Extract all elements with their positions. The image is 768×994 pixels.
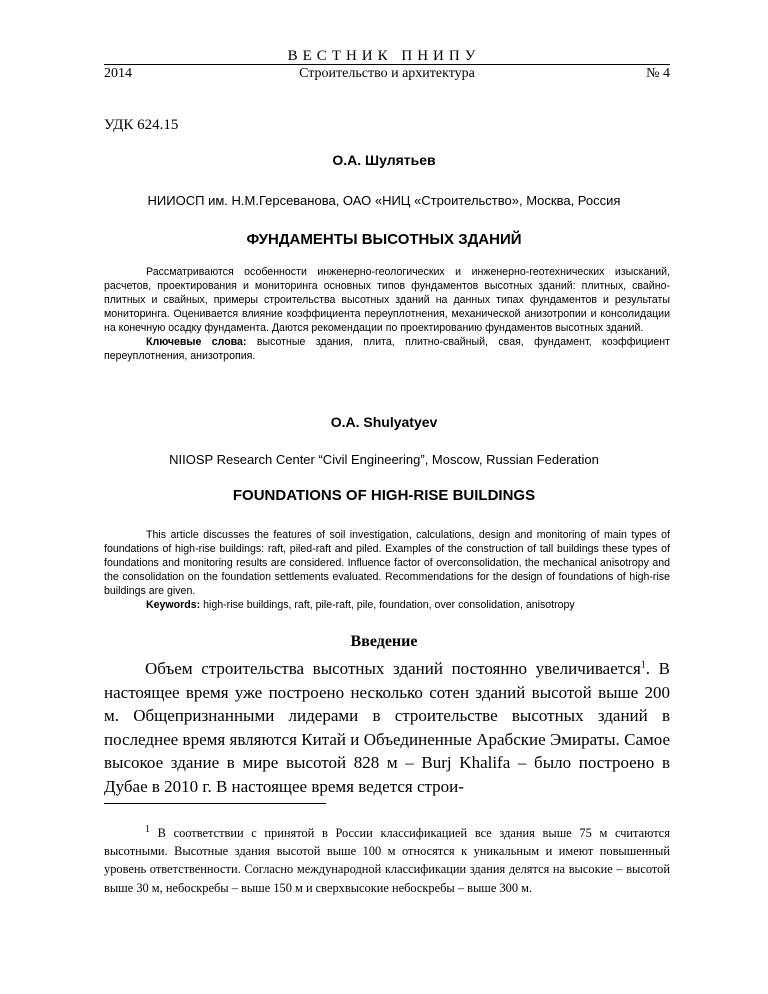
footnote-ref: 1 [640,659,646,671]
footnote-mark: 1 [145,823,150,835]
affiliation-en: NIIOSP Research Center “Civil Engineering”, Moscow, Russian Federation [169,452,599,467]
header-rule [104,64,670,65]
footnote-text: В соответствии с принятой в России классификацией все здания выше 75 м считаются высотными. Высотные здания высотой выше 100 м относятся к уникальным и имеют повышенный уровень ответственности. Согласно международной классификации здания делятся на высокие – высотой выше 30 м, небоскребы – выше 150 м и сверхвысокие небоскребы – выше 300 м. [104,826,670,895]
footnote-rule [104,803,326,804]
header-year: 2014 [104,66,132,81]
author-ru: О.А. Шулятьев [332,152,436,168]
abstract-ru-text: Рассматриваются особенности инженерно-геологических и инженерно-геотехнических изысканий, расчетов, проектирования и мониторинга основных типов фундаментов высотных зданий: плитных, свайно-плитных и свайных, примеры строительства высотных зданий на данных типах фундаментов и результаты мониторинга. Оценивается влияние коэффициента переуплотнения, механической анизотропии и консолидации на конечную осадку фундамента. Даются рекомендации по проектированию фундаментов высотных зданий. [104,266,670,334]
keywords-ru-text: высотные здания, плита, плитно-свайный, свая, фундамент, коэффициент переуплотнения, анизотропия. [104,336,670,362]
running-header [104,66,670,84]
footnote [104,824,670,897]
keywords-ru-label: Ключевые слова: [146,336,247,348]
udk-code: УДК 624.15 [104,117,179,133]
author-en: O.A. Shulyatyev [330,414,438,430]
header-issue: № 4 [646,66,670,81]
keywords-en-text: high-rise buildings, raft, pile-raft, pile, foundation, over consolidation, anisotropy [203,599,575,611]
keywords-en-label: Keywords: [146,599,201,611]
abstract-en [104,528,670,612]
journal-title: ВЕСТНИК ПНИПУ [287,48,481,64]
affiliation-ru: НИИОСП им. Н.М.Герсеванова, ОАО «НИЦ «Строительство», Москва, Россия [147,193,621,208]
abstract-en-text: This article discusses the features of soil investigation, calculations, design and monitoring of main types of foundations of high-rise buildings: raft, piled-raft and piled. Examples of the construction of tall buildings these types of foundations and monitoring results are considered. Influence factor of overconsolidation, the mechanical anisotropy and the consolidation on the foundation settlements evaluated. Recommendations for the design of foundations of high-rise buildings are given. [104,529,670,597]
keywords-en [104,598,670,612]
abstract-ru [104,265,670,363]
intro-text-start: Объем строительства высотных зданий постоянно увеличивается [145,659,641,678]
intro-text-rest: . В настоящее время уже построено несколько сотен зданий высотой выше 200 м. Общепризнанными лидерами в строительстве высотных зданий в последнее время являются Китай и Объединенные Арабские Эмираты. Самое высокое здание в мире высотой 828 м – Burj Khalifa – было построено в Дубае в 2010 г. В настоящее время ведется строи- [104,659,670,796]
header-section: Строительство и архитектура [299,66,475,81]
intro-paragraph [104,657,670,798]
section-heading-intro: Введение [350,633,418,650]
intro-body [104,657,670,798]
title-en: FOUNDATIONS OF HIGH-RISE BUILDINGS [232,487,536,504]
keywords-ru [104,335,670,363]
footnote-text-block [104,824,670,897]
title-ru: ФУНДАМЕНТЫ ВЫСОТНЫХ ЗДАНИЙ [246,231,522,248]
